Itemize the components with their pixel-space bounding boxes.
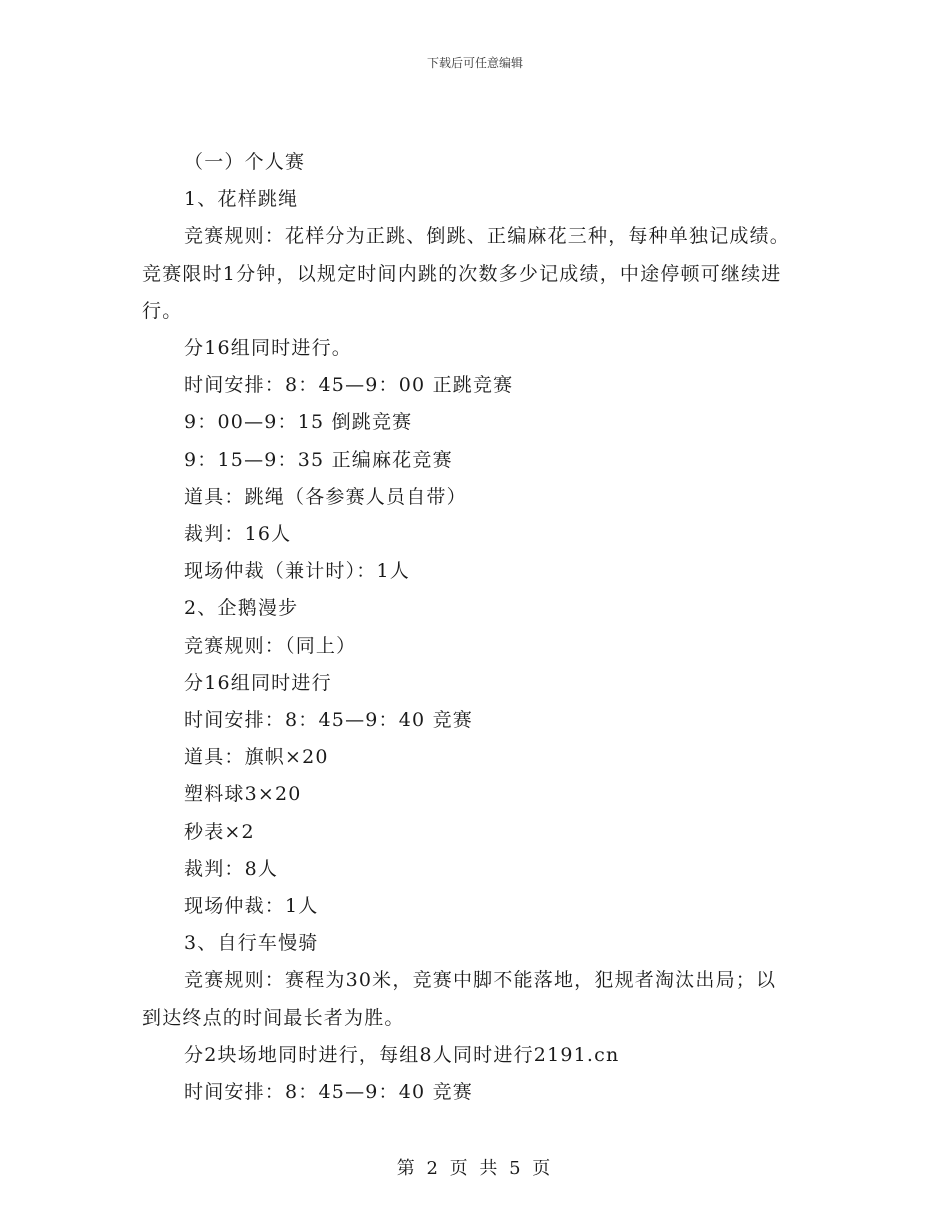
- arbiter-line: 现场仲裁（兼计时）：1人: [184, 560, 410, 583]
- props-line: 塑料球3×20: [184, 783, 302, 806]
- body-line: 分2块场地同时进行，每组8人同时进行2191.cn: [184, 1043, 620, 1066]
- schedule-line: 9：00—9：15 倒跳竞赛: [184, 411, 413, 434]
- schedule-line: 时间安排：8：45—9：00 正跳竞赛: [184, 374, 514, 397]
- rules-paragraph: 竞赛规则：（同上）: [184, 634, 357, 657]
- rules-paragraph: 竞赛规则：赛程为30米，竞赛中脚不能落地，犯规者淘汰出局；以到达终点的时间最长者为胜。: [142, 969, 777, 1029]
- event-title-slow-cycling: 3、自行车慢骑: [184, 932, 319, 955]
- body-line: 分16组同时进行: [184, 671, 332, 694]
- page-number-footer: 第 2 页 共 5 页: [396, 1158, 554, 1179]
- schedule-line: 时间安排：8：45—9：40 竞赛: [184, 1081, 473, 1104]
- rules-paragraph: 竞赛规则：花样分为正跳、倒跳、正编麻花三种，每种单独记成绩。竞赛限时1分钟，以规定时间内跳的次数多少记成绩，中途停顿可继续进行。: [142, 225, 791, 322]
- page-header-note: 下载后可任意编辑: [426, 56, 523, 70]
- section-heading-individual: （一）个人赛: [184, 151, 306, 173]
- event-title-rope-skipping: 1、花样跳绳: [184, 188, 299, 211]
- body-line: 分16组同时进行。: [184, 337, 352, 360]
- props-line: 道具：旗帜×20: [184, 746, 329, 769]
- event-title-penguin-walk: 2、企鹅漫步: [184, 597, 299, 620]
- schedule-line: 9：15—9：35 正编麻花竞赛: [184, 448, 453, 471]
- arbiter-line: 现场仲裁：1人: [184, 895, 319, 918]
- schedule-line: 时间安排：8：45—9：40 竞赛: [184, 709, 473, 732]
- props-line: 秒表×2: [184, 820, 255, 843]
- props-line: 道具：跳绳（各参赛人员自带）: [184, 485, 467, 508]
- referee-line: 裁判：8人: [184, 857, 279, 880]
- document-body: [142, 144, 792, 1111]
- referee-line: 裁判：16人: [184, 523, 292, 546]
